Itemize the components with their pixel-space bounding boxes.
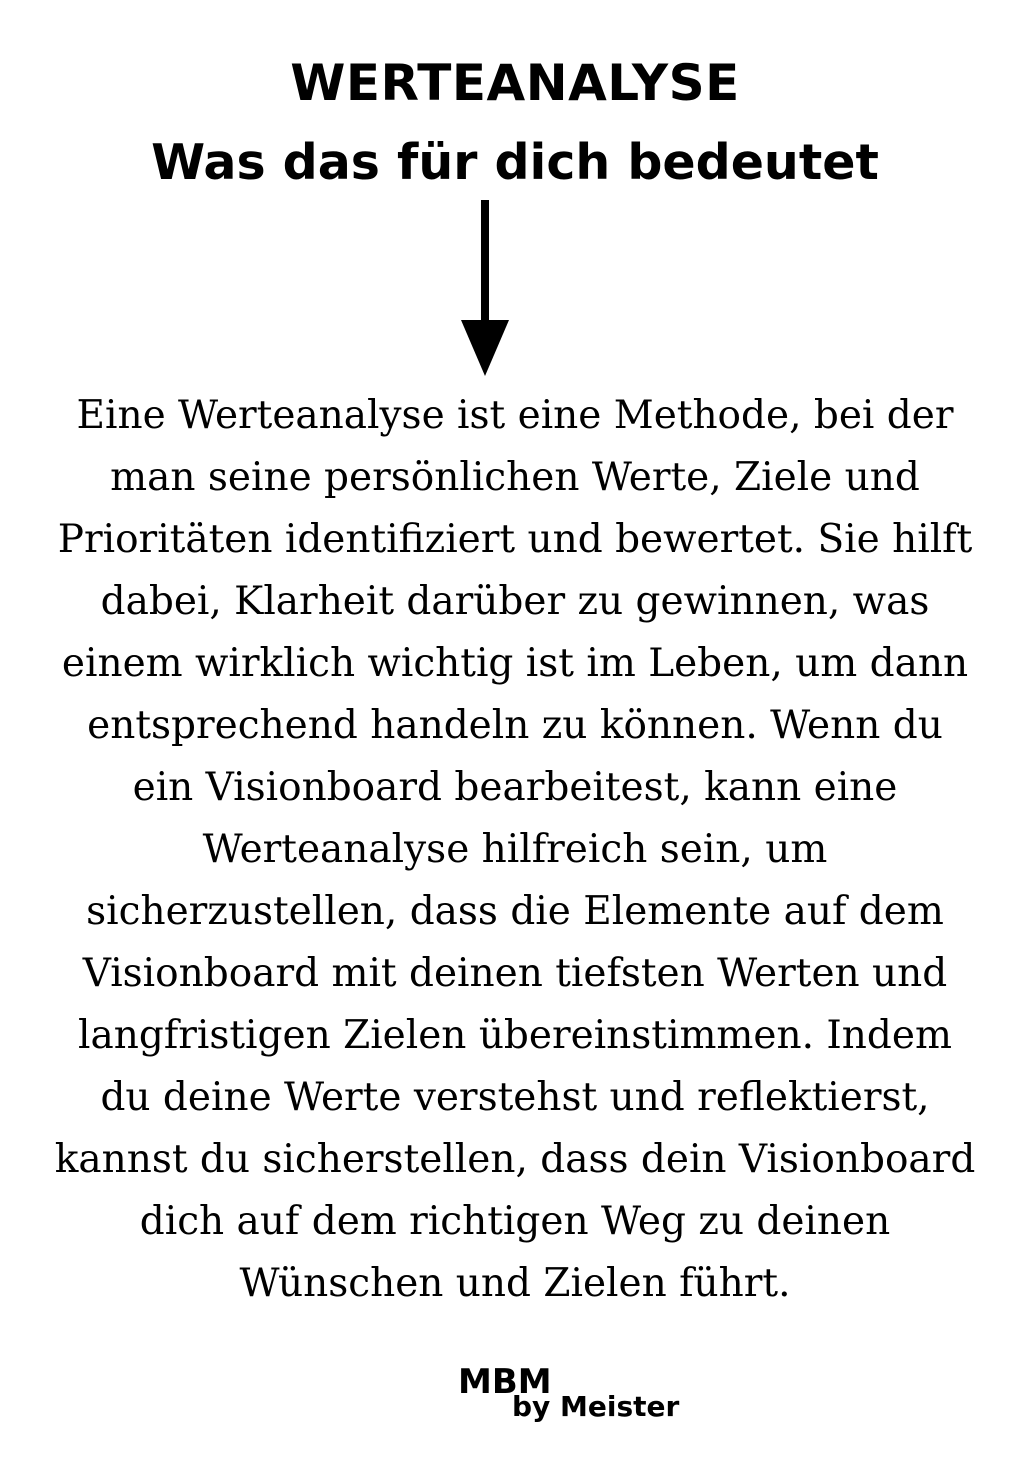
body-line: Prioritäten identifiziert und bewertet. Sie hilft <box>57 517 973 562</box>
body-line: Visionboard mit deinen tiefsten Werten und <box>82 951 948 996</box>
brand-logo <box>458 1362 698 1432</box>
body-line: entsprechend handeln zu können. Wenn du <box>87 703 943 748</box>
body-paragraph <box>15 385 1015 1315</box>
body-line: langfristigen Zielen übereinstimmen. Indem <box>78 1013 952 1058</box>
body-line: sicherzustellen, dass die Elemente auf dem <box>86 889 944 934</box>
body-line: ein Visionboard bearbeitest, kann eine <box>132 765 898 810</box>
body-line: dabei, Klarheit darüber zu gewinnen, was <box>100 579 930 624</box>
body-line: Werteanalyse hilfreich sein, um <box>202 827 828 872</box>
body-line: dich auf dem richtigen Weg zu deinen <box>139 1199 891 1244</box>
page-title: WERTEANALYSE <box>290 54 740 112</box>
logo-byline: by Meister <box>512 1390 680 1423</box>
body-line: einem wirklich wichtig ist im Leben, um dann <box>61 641 969 686</box>
logo-mark: MBM <box>458 1362 552 1402</box>
page-subtitle: Was das für dich bedeutet <box>151 134 879 191</box>
body-line: Eine Werteanalyse ist eine Methode, bei der <box>76 393 954 438</box>
body-line: kannst du sicherstellen, dass dein Visionboard <box>54 1137 976 1182</box>
body-line: man seine persönlichen Werte, Ziele und <box>110 455 920 500</box>
body-line: du deine Werte verstehst und reflektierst, <box>100 1075 930 1120</box>
down-arrow-icon <box>455 200 515 380</box>
body-line: Wünschen und Zielen führt. <box>239 1261 791 1306</box>
